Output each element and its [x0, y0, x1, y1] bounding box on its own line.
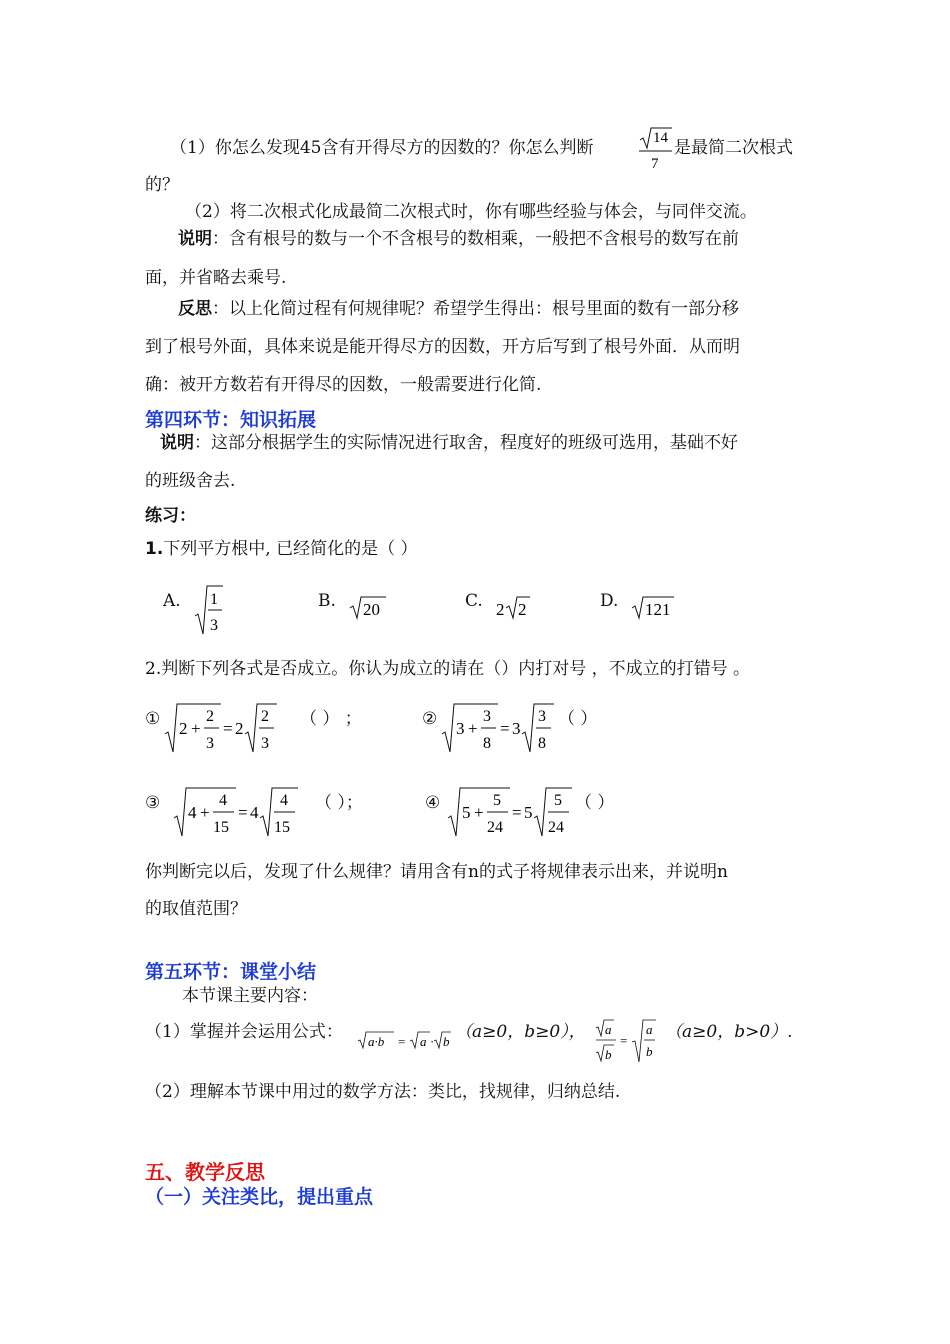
q1-text-a: （1）你怎么发现45含有开得尽方的因数的？你怎么判断 [170, 138, 594, 158]
option-c-label: C. [465, 591, 483, 611]
item-4-suffix: （ ） [575, 793, 615, 813]
reflect-label: 反思 [178, 299, 212, 319]
item-4-eq: = [512, 803, 522, 822]
item-3-num-left: 4 [219, 792, 227, 809]
item-2-den-left: 8 [483, 735, 491, 752]
q1-fraction-formula [636, 124, 674, 174]
section-5-point-1-prefix: （1）掌握并会运用公式： [145, 1022, 343, 1042]
section-5-intro: 本节课主要内容： [182, 986, 318, 1006]
reflect-paragraph [178, 298, 739, 320]
item-2-den-right: 8 [538, 735, 546, 752]
item-3-formula [172, 782, 312, 842]
item-2-mark: ② [422, 709, 438, 729]
exercise-label: 练习： [145, 506, 196, 526]
item-4-plus: + [474, 803, 484, 822]
item-4-formula [446, 782, 586, 842]
item-4-num-left: 5 [493, 792, 501, 809]
option-b-radicand: 20 [363, 600, 380, 619]
item-1-coef: 2 [235, 719, 244, 738]
item-2-coef: 3 [512, 719, 521, 738]
option-b-label: B. [318, 591, 336, 611]
q1-text-b: 是最简二次根式 [674, 138, 793, 158]
section-5-heading: 第五环节：课堂小结 [145, 961, 317, 983]
item-1-formula [163, 698, 283, 758]
item-1-num-right: 2 [261, 708, 269, 725]
item-1-den-right: 3 [261, 735, 269, 752]
reflect-line-1: ：以上化简过程有何规律呢？希望学生得出：根号里面的数有一部分移 [212, 299, 739, 319]
option-d-radicand: 121 [645, 600, 671, 619]
item-1-a: 2 [179, 719, 188, 738]
formula-2-num: a [605, 1022, 612, 1037]
section-5-point-2: （2）理解本节课中用过的数学方法：类比，找规律，归纳总结. [145, 1082, 621, 1102]
formula-1-left: a·b [368, 1034, 385, 1049]
item-1-mark: ① [145, 709, 161, 729]
reflect-line-3: 确：被开方数若有开得尽的因数，一般需要进行化简. [145, 375, 542, 395]
option-b-formula [348, 594, 388, 622]
section-4-heading: 第四环节：知识拓展 [145, 409, 317, 431]
section-4-note-label: 说明 [160, 433, 194, 453]
item-3-plus: + [200, 803, 210, 822]
item-4-a: 5 [462, 803, 471, 822]
q2-line: （2）将二次根式化成最简二次根式时，你有哪些经验与体会，与同伴交流。 [185, 202, 757, 222]
item-4-coef: 5 [524, 803, 533, 822]
option-c-radicand: 2 [518, 600, 527, 619]
item-4-num-right: 5 [554, 792, 562, 809]
formula-1-b: b [443, 1034, 450, 1049]
item-3-den-left: 15 [213, 819, 229, 836]
formula-2-rden: b [646, 1044, 653, 1059]
formula-quotient-rule [594, 1016, 662, 1066]
section-5-cond-2 [665, 1021, 793, 1043]
exercise-q1 [145, 538, 418, 560]
item-3-a: 4 [188, 803, 197, 822]
exercise-q2: 2.判断下列各式是否成立。你认为成立的请在（）内打对号 ，不成立的打错号 。 [145, 659, 751, 679]
option-c-formula [494, 594, 534, 622]
formula-2-eq: = [620, 1033, 628, 1048]
reflect-line-2: 到了根号外面，具体来说是能开得尽方的因数，开方后写到了根号外面．从而明 [145, 337, 740, 357]
formula-product-rule [356, 1028, 452, 1054]
condition-1: （a≥0，b≥0）， [455, 1022, 586, 1042]
item-1-suffix: （ ） ； [300, 709, 362, 729]
item-4-mark: ④ [425, 793, 441, 813]
note-paragraph [178, 228, 739, 250]
item-1-plus: + [191, 719, 201, 738]
option-a-den: 3 [210, 617, 218, 634]
exercise-q1-text: 下列平方根中, 已经简化的是（ ） [163, 539, 418, 559]
item-1-eq: = [223, 719, 233, 738]
item-4-den-right: 24 [548, 819, 564, 836]
q1-line-2: 的？ [145, 175, 179, 195]
item-3-suffix: （ ）； [315, 793, 363, 813]
item-3-coef: 4 [250, 803, 259, 822]
reflection-subheading: （一）关注类比，提出重点 [145, 1186, 374, 1208]
q1-frac-radicand: 14 [653, 130, 668, 146]
item-1-num-left: 2 [206, 708, 214, 725]
followup-line-2: 的取值范围？ [145, 899, 247, 919]
item-2-a: 3 [456, 719, 465, 738]
item-2-num-right: 3 [538, 708, 546, 725]
q1-line-tail [674, 137, 793, 159]
note-label: 说明 [178, 229, 212, 249]
item-3-den-right: 15 [274, 819, 290, 836]
section-4-note-line-2: 的班级舍去. [145, 471, 236, 491]
option-d-label: D. [600, 591, 619, 611]
followup-line-1: 你判断完以后，发现了什么规律？请用含有n的式子将规律表示出来，并说明n [145, 862, 728, 882]
option-a-label: A. [163, 591, 181, 611]
option-a-num: 1 [210, 591, 218, 608]
item-2-eq: = [500, 719, 510, 738]
item-4-den-left: 24 [487, 819, 503, 836]
section-4-note-line-1: ：这部分根据学生的实际情况进行取舍，程度好的班级可选用，基础不好 [194, 433, 738, 453]
formula-1-eq: = [398, 1034, 406, 1049]
note-line-1: ：含有根号的数与一个不含根号的数相乘，一般把不含根号的数写在前 [212, 229, 739, 249]
item-2-plus: + [468, 719, 478, 738]
formula-1-dot: · [430, 1034, 435, 1049]
note-line-2: 面，并省略去乘号. [145, 268, 287, 288]
item-2-suffix: （ ） [558, 709, 598, 729]
option-d-formula [630, 594, 676, 622]
q1-frac-den: 7 [651, 156, 659, 172]
option-a-formula [193, 582, 225, 638]
item-3-num-right: 4 [280, 792, 288, 809]
q1-line [170, 137, 593, 159]
section-4-note [160, 432, 738, 454]
condition-2: （a≥0，b>0）. [665, 1022, 793, 1042]
item-2-num-left: 3 [483, 708, 491, 725]
item-2-formula [440, 698, 560, 758]
item-3-mark: ③ [145, 793, 161, 813]
section-5-cond-1 [455, 1021, 586, 1043]
item-3-eq: = [238, 803, 248, 822]
option-c-coef: 2 [496, 600, 505, 619]
formula-2-den: b [605, 1047, 612, 1062]
formula-2-rnum: a [646, 1022, 653, 1037]
exercise-q1-num: 1. [145, 539, 164, 559]
item-1-den-left: 3 [206, 735, 214, 752]
formula-1-a: a [420, 1034, 427, 1049]
reflection-heading: 五、教学反思 [145, 1160, 265, 1184]
